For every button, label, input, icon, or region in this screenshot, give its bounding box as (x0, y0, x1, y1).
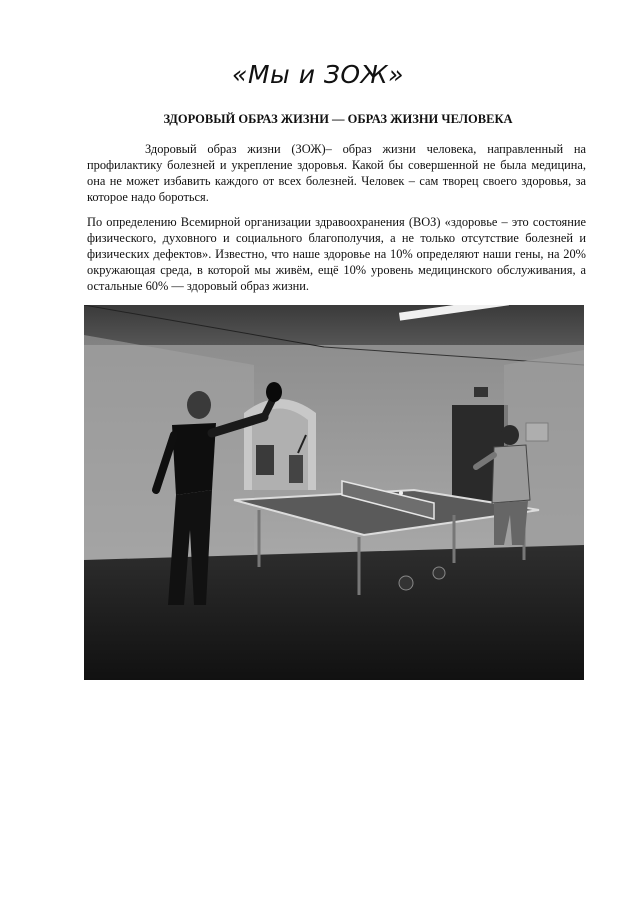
paragraph-who-definition: По определению Всемирной организации здравоохранения (ВОЗ) «здоровье – это состояние физического, духовного и социального благополучия, а не только отсутствие болезней и физических дефектов». Известно, что наше здоровье на 10% определяют наши гены, на 20% окружающая среда, в которой мы живём, ещё 10% уровень медицинского обслуживания, а остальные 60% — здоровый образ жизни. (87, 215, 586, 293)
table-tennis-photo (84, 305, 584, 680)
paragraph-intro: Здоровый образ жизни (ЗОЖ)– образ жизни человека, направленный на профилактику болезней и укрепление здоровья. Какой бы совершенной не была медицина, она не может избавить каждого от всех болезней. Человек – сам творец своего здоровья, за которое надо бороться. (87, 142, 586, 204)
floor (84, 545, 584, 680)
section-heading: ЗДОРОВЫЙ ОБРАЗ ЖИЗНИ — ОБРАЗ ЖИЗНИ ЧЕЛОВЕКА (163, 112, 513, 126)
ball (399, 491, 403, 495)
page-title: «Мы и ЗОЖ» (232, 60, 404, 89)
paddle (266, 382, 282, 402)
